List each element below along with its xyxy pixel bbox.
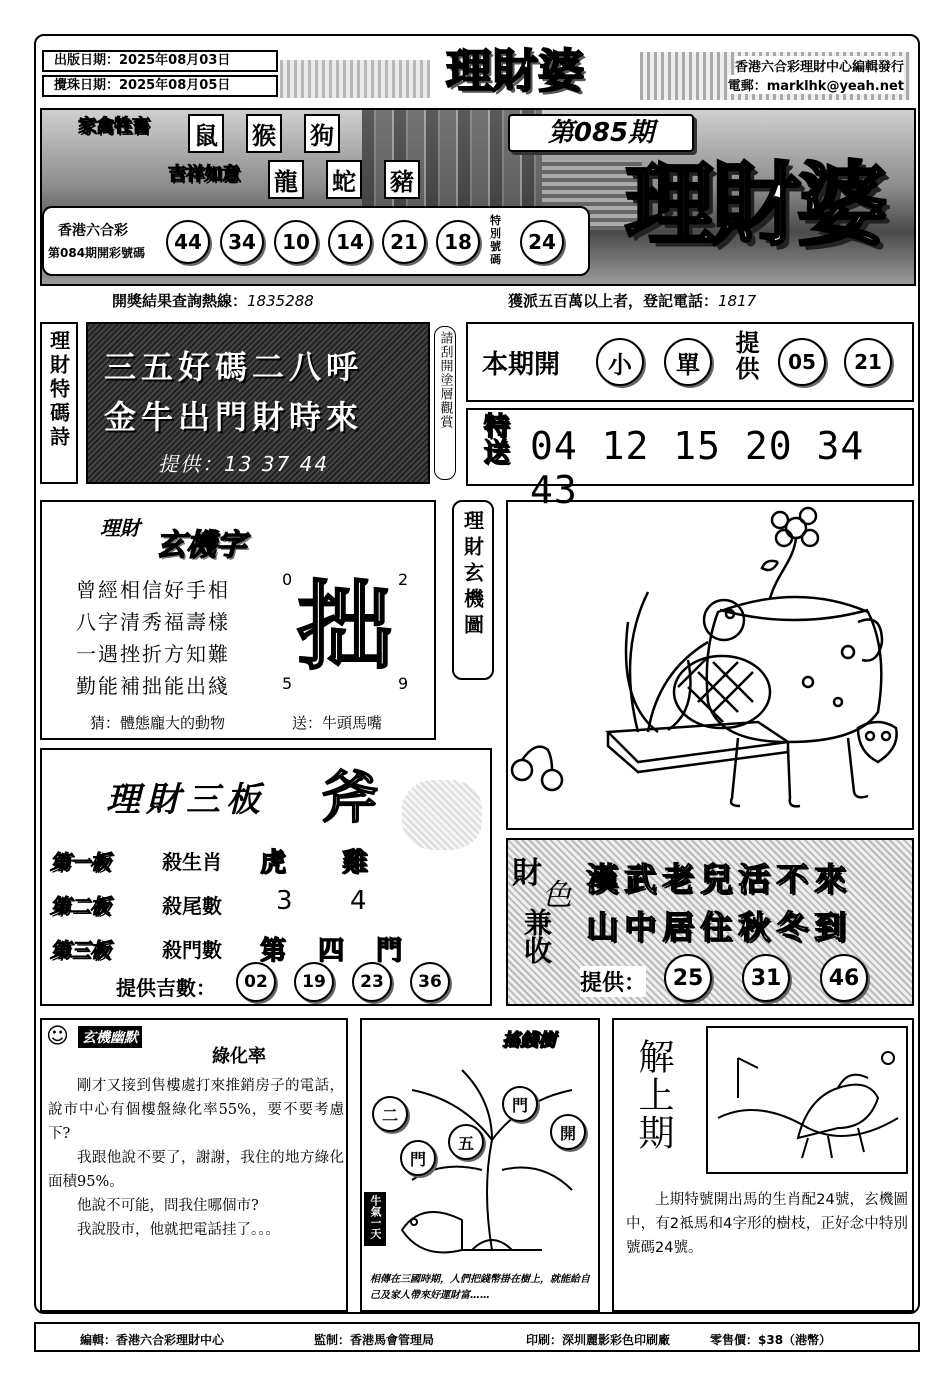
board-row-3 [46,928,486,968]
tree-fruit-1: 二 [372,1096,408,1132]
lucky-ball-2: 19 [294,962,334,1002]
poem-line-2: 金牛出門財時來 [104,398,364,436]
hotline-left-number: 1835288 [247,291,314,310]
lucky-label: 提供吉數： [116,976,216,1000]
board-1-value-1: 虎 [260,848,287,878]
mystic-box [40,500,436,740]
board-3-name: 第三板 [50,938,110,962]
lucky-ball-4: 36 [410,962,450,1002]
publish-date: 出版日期：2025年08月03日 [42,50,278,72]
big-title: 理財婆 [625,153,883,258]
humor-paragraph-4: 我說股市，他就把電話挂了。。。 [77,1222,280,1238]
wealth-ball-2: 31 [742,954,790,1002]
board-2-value-1: 3 [276,886,293,916]
tree-fruit-3: 五 [448,1124,484,1160]
wealth-left-2: 色 [542,878,572,913]
humor-title: 綠化率 [212,1046,266,1067]
footer-printer: 印刷：深圳麗影彩色印刷廠 [526,1333,671,1347]
animal-dragon: 龍 [268,160,304,199]
animal-pig: 豬 [384,160,420,199]
hotline-right [508,290,756,311]
board-1-label: 殺生肖 [162,850,222,874]
hotline-left [112,290,314,311]
wealth-provide: 提供： [580,966,646,997]
horse-illustration [708,1028,906,1172]
result-ball-3: 10 [274,220,318,264]
footer-editor: 編輯：香港六合彩理財中心 [80,1333,225,1347]
wealth-ball-1: 25 [664,954,712,1002]
banner-tag2-animals [268,160,420,199]
issue-badge: 第085期 [508,114,694,152]
animal-rat: 鼠 [188,114,224,153]
mystic-send: 送：牛頭馬嘴 [292,714,383,732]
board-2-label: 殺尾數 [162,894,222,918]
mystic-pic-label: 理財玄機圖 [452,500,494,680]
this-issue-provide: 提供 [731,330,759,382]
corner-bottom-right: 9 [398,674,409,693]
lucky-ball-3: 23 [352,962,392,1002]
special-send-label: 特送 [479,412,509,464]
three-boards-title: 理財三板 [106,780,266,820]
hotline-left-label: 開獎結果查詢熱線： [112,292,248,310]
draw-date: 攪珠日期：2025年08月05日 [42,75,278,97]
humor-paragraph-1: 剛才又接到售樓處打來推銷房子的電話，說市中心有個樓盤綠化率55%，要不要考慮下? [48,1078,344,1142]
result-ball-1: 44 [166,220,210,264]
wealth-left-1: 財 [512,856,542,891]
results-label1: 香港六合彩 [58,223,128,239]
result-ball-5: 21 [382,220,426,264]
banner-tag2: 吉祥如意 [168,164,240,185]
parity-ball: 單 [664,338,712,386]
board-1-value-2: 雞 [342,848,369,878]
special-send-box [466,408,914,512]
banner-tag1-animals [188,114,340,153]
poem-side-label: 理財特碼詩 [40,322,78,484]
provide-ball-2: 21 [844,338,892,386]
skyline-hatch [280,60,430,98]
scratch-note: 請刮開塗層觀賞 [434,326,456,480]
corner-bottom-left: 5 [282,674,293,693]
this-issue-box [466,322,914,402]
mystic-line-1: 曾經相信好手相 [76,578,230,602]
provide-ball-1: 05 [778,338,826,386]
board-3-value-2: 四 [318,936,345,966]
board-3-value-1: 第 [260,936,287,966]
hotline-right-number: 1817 [718,291,757,310]
mystic-line-4: 勤能補拙能出綫 [76,674,230,698]
results-box [42,206,590,276]
footer-price: 零售價：$38（港幣） [710,1333,832,1347]
board-row-1 [46,840,486,880]
mystic-guess: 猜：體態龐大的動物 [90,714,226,732]
tree-fruit-5: 開 [550,1114,586,1150]
board-row-2 [46,884,486,924]
humor-paragraph-2: 我跟他說不要了，謝謝，我住的地方綠化面積95%。 [48,1150,344,1190]
results-label2: 第084期開彩號碼 [48,246,146,260]
board-1-name: 第一板 [50,850,110,874]
board-2-name: 第二板 [50,894,110,918]
poem-provide: 提供：13 37 44 [158,452,330,476]
result-ball-4: 14 [328,220,372,264]
wealth-line-1: 漢武老兒活不來 [586,860,853,898]
lucky-ball-1: 02 [236,962,276,1002]
last-issue-label: 解上期 [633,1038,674,1152]
poem-line-1: 三五好碼二八呼 [104,348,364,386]
size-ball: 小 [596,338,644,386]
mystic-picture [506,500,914,830]
humor-box [40,1018,348,1312]
animal-monkey: 猴 [246,114,282,153]
mystic-line-3: 一遇挫折方知難 [76,642,230,666]
this-issue-label: 本期開 [482,350,561,380]
special-send-numbers: 04 12 15 20 34 43 [530,424,865,512]
humor-body [48,1074,344,1242]
publisher-note [640,52,910,100]
poem-panel [86,322,430,484]
last-issue-text: 上期特號開出馬的生肖配24號，玄機圖中，有2袛馬和4字形的樹枝，正好念中特別號碼24號。 [626,1192,908,1256]
animal-snake: 蛇 [326,160,362,199]
board-2-value-2: 4 [350,886,367,916]
humor-badge: 玄機幽默 [78,1026,142,1048]
mystic-prefix: 理財 [100,516,140,540]
hotline-right-label: 獲派五百萬以上者，登記電話： [508,292,719,310]
publisher-note-text: 香港六合彩理財中心編輯發行 [735,56,904,75]
axe-char: 斧 [322,766,378,831]
masthead: 理財婆 [446,44,584,98]
wealth-ball-3: 46 [820,954,868,1002]
bull-tag: 牛氣一天 [364,1192,386,1246]
mystic-title: 玄機字 [156,528,246,563]
mystic-line-2: 八字清秀福壽樣 [76,610,230,634]
last-issue-box [612,1018,914,1312]
special-label: 特別號碼 [490,214,501,266]
animal-dog: 狗 [304,114,340,153]
last-issue-picture [706,1026,908,1174]
humor-paragraph-3: 他說不可能，問我住哪個市? [77,1198,259,1214]
board-3-value-3: 門 [376,936,403,966]
special-ball: 24 [520,220,564,264]
corner-top-right: 2 [398,570,409,589]
tree-fruit-2: 門 [400,1140,436,1176]
pot-fish-illustration [508,502,912,828]
wealth-line-2: 山中居住秋冬到 [586,908,853,946]
banner-tag1: 家禽牲畜 [78,116,150,137]
tree-fruit-4: 門 [502,1086,538,1122]
board-3-label: 殺門數 [162,938,222,962]
result-ball-6: 18 [436,220,480,264]
footer [34,1322,920,1352]
result-ball-2: 34 [220,220,264,264]
tree-title: 搖錢樹 [502,1030,556,1051]
wealth-left-3: 兼收 [520,908,553,964]
corner-top-left: 0 [282,570,293,589]
footer-supervisor: 監制：香港馬會管理局 [314,1333,435,1347]
mystic-big-char: 拙 [297,571,393,683]
email-text: 電郵：marklhk@yeah.net [728,75,904,94]
tree-caption: 相傳在三國時期，人們把錢幣掛在樹上，就能給自己及家人帶來好運財富…… [370,1274,590,1301]
tree-box [360,1018,600,1312]
cartoon-face-icon: ☺ [46,1024,69,1049]
